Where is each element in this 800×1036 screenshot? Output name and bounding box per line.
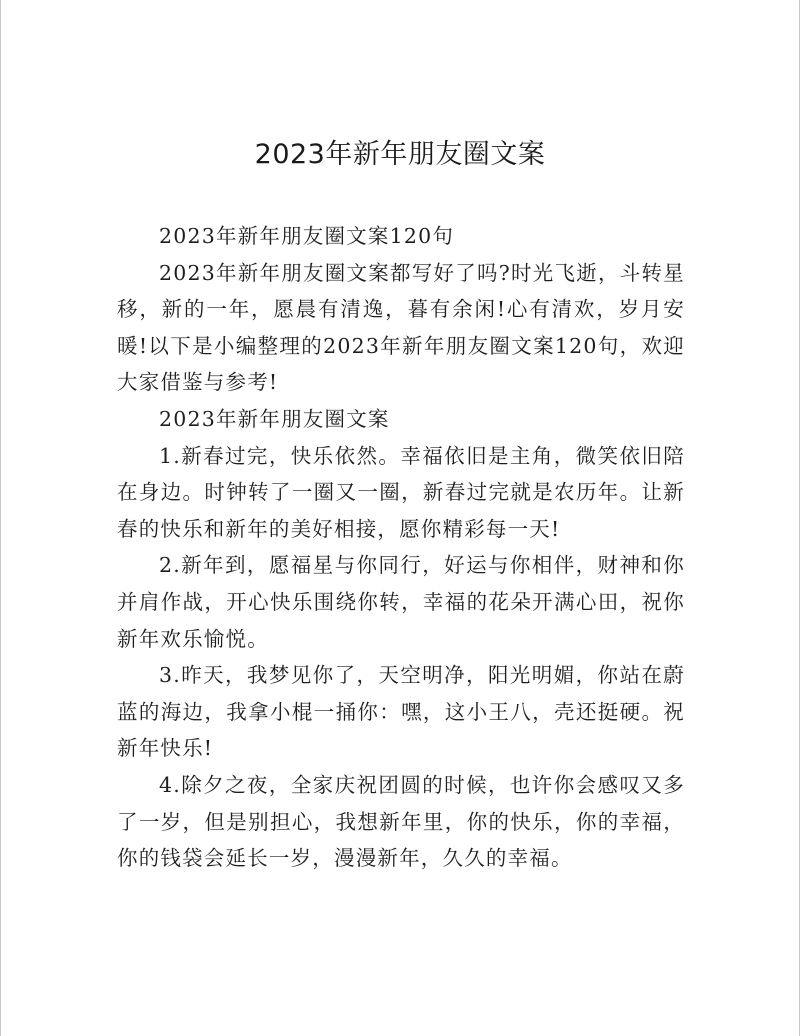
paragraph-item-2: 2.新年到，愿福星与你同行，好运与你相伴，财神和你并肩作战，开心快乐围绕你转，幸福的花朵开满心田，祝你新年欢乐愉悦。 [117, 553, 685, 651]
paragraph-section-heading: 2023年新年朋友圈文案 [159, 406, 390, 431]
paragraph-intro: 2023年新年朋友圈文案都写好了吗?时光飞逝，斗转星移，新的一年，愿晨有清逸，暮有余闲!心有清欢，岁月安暖!以下是小编整理的2023年新年朋友圈文案120句，欢迎大家借鉴与参考! [117, 260, 685, 395]
paragraph-item-1: 1.新春过完，快乐依然。幸福依旧是主角，微笑依旧陪在身边。时钟转了一圈又一圈，新春过完就是农历年。让新春的快乐和新年的美好相接，愿你精彩每一天! [117, 443, 685, 541]
document-body [117, 218, 685, 877]
paragraph-item-4: 4.除夕之夜，全家庆祝团圆的时候，也许你会感叹又多了一岁，但是别担心，我想新年里，你的快乐，你的幸福，你的钱袋会延长一岁，漫漫新年，久久的幸福。 [117, 772, 685, 871]
document-title: 2023年新年朋友圈文案 [254, 139, 546, 170]
paragraph-subtitle: 2023年新年朋友圈文案120句 [159, 224, 455, 248]
paragraph-item-3: 3.昨天，我梦见你了，天空明净，阳光明媚，你站在蔚蓝的海边，我拿小棍一捅你：嘿，这小王八，壳还挺硬。祝新年快乐! [117, 663, 685, 761]
